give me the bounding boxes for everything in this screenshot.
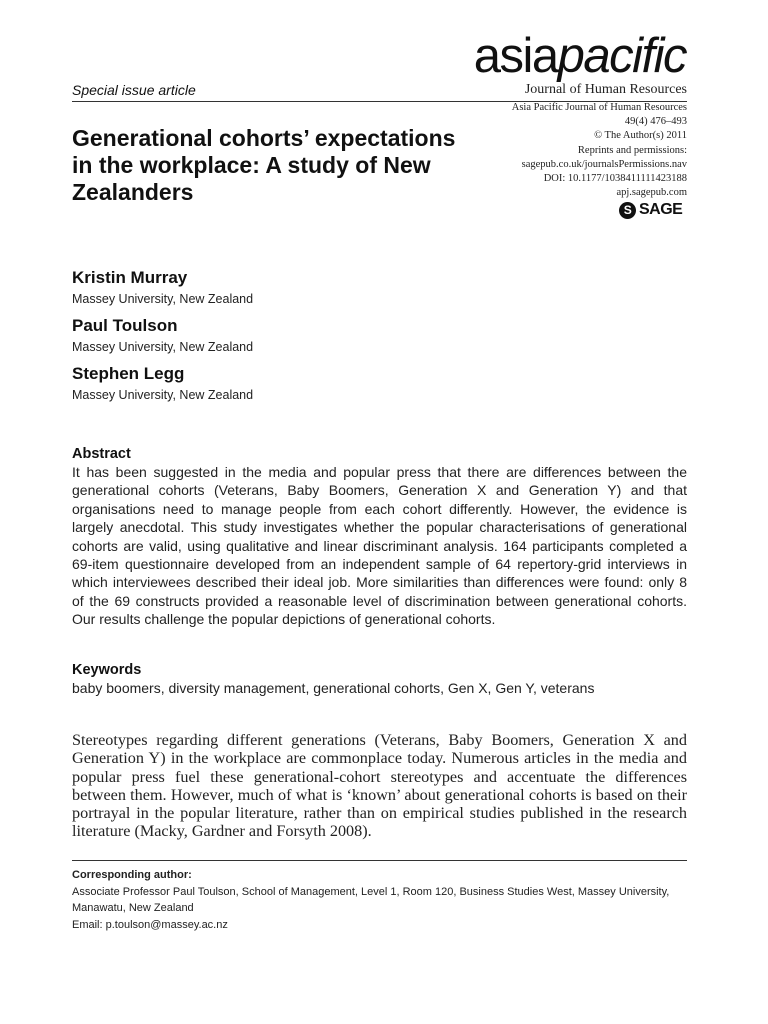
sage-logo-text: SAGE xyxy=(639,201,683,218)
meta-journal-url[interactable]: apj.sagepub.com xyxy=(616,187,687,199)
author-affiliation: Massey University, New Zealand xyxy=(72,292,254,306)
author-block xyxy=(72,316,253,355)
footnote-rule xyxy=(72,860,687,861)
sage-logo-icon: S xyxy=(619,202,636,219)
author-name: Paul Toulson xyxy=(72,316,178,335)
journal-logo xyxy=(441,30,686,82)
publication-meta xyxy=(470,101,687,200)
meta-doi[interactable]: DOI: 10.1177/1038411111423188 xyxy=(543,173,687,185)
corresponding-author-note xyxy=(72,867,687,933)
keywords-heading: Keywords xyxy=(72,662,142,678)
journal-subtitle: Journal of Human Resources xyxy=(524,82,687,97)
author-affiliation: Massey University, New Zealand xyxy=(72,388,254,402)
abstract-section xyxy=(72,445,687,629)
author-block xyxy=(72,364,253,403)
corresponding-author-heading: Corresponding author: xyxy=(72,869,192,881)
meta-copyright: © The Author(s) 2011 xyxy=(594,130,687,142)
article-title: Generational cohorts’ expectations in the workplace: A study of New Zealanders xyxy=(72,125,456,205)
author-name: Stephen Legg xyxy=(72,364,185,383)
keywords-section xyxy=(72,661,687,697)
intro-paragraph: Stereotypes regarding different generations (Veterans, Baby Boomers, Generation X and Generation Y) in the workplace are commonplace today. Numerous articles in the media and popular press fuel these generational-cohort stereotypes and accentuate the differences between them. However, much of what is ‘known’ about generational cohorts is based on their portrayal in the popular literature, rather than on empirical studies published in the research literature (Macky, Gardner and Forsyth 2008). xyxy=(72,731,687,841)
corresponding-author-address: Associate Professor Paul Toulson, School of Management, Level 1, Room 120, Business Studies West, Massey University, Manawatu, New Zealand xyxy=(72,885,670,914)
meta-permissions-url[interactable]: sagepub.co.uk/journalsPermissions.nav xyxy=(521,158,687,170)
meta-reprints: Reprints and permissions: xyxy=(577,144,687,156)
author-block xyxy=(72,268,253,307)
meta-journal-name: Asia Pacific Journal of Human Resources xyxy=(511,102,687,113)
corresponding-author-email[interactable]: Email: p.toulson@massey.ac.nz xyxy=(72,918,228,931)
author-affiliation: Massey University, New Zealand xyxy=(72,340,254,354)
article-type-label: Special issue article xyxy=(72,82,196,98)
keywords-text: baby boomers, diversity management, generational cohorts, Gen X, Gen Y, veterans xyxy=(72,680,595,696)
author-name: Kristin Murray xyxy=(72,268,188,287)
sage-logo xyxy=(619,199,682,221)
abstract-heading: Abstract xyxy=(72,446,131,462)
abstract-text: It has been suggested in the media and popular press that there are differences between the generational cohorts (Veterans, Baby Boomers, Generation X and Generation Y) and that organisations need to manage people from each cohort differently. However, the evidence is largely anecdotal. This study investigates whether the popular characterisations of generational cohorts are valid, using qualitative and linear discriminant analysis. 164 participants completed a 69-item questionnaire developed from an independent sample of 64 repertory-grid interviews in which interviewees described their ideal job. More similarities than differences were found: only 8 of the 69 constructs provided a reasonable level of discrimination between generational cohorts. Our results challenge the popular depictions of generational cohorts. xyxy=(72,464,687,628)
journal-logo-part-b: pacific xyxy=(557,29,686,83)
meta-volume-pages: 49(4) 476–493 xyxy=(624,116,687,128)
journal-logo-part-a: asia xyxy=(473,29,558,83)
